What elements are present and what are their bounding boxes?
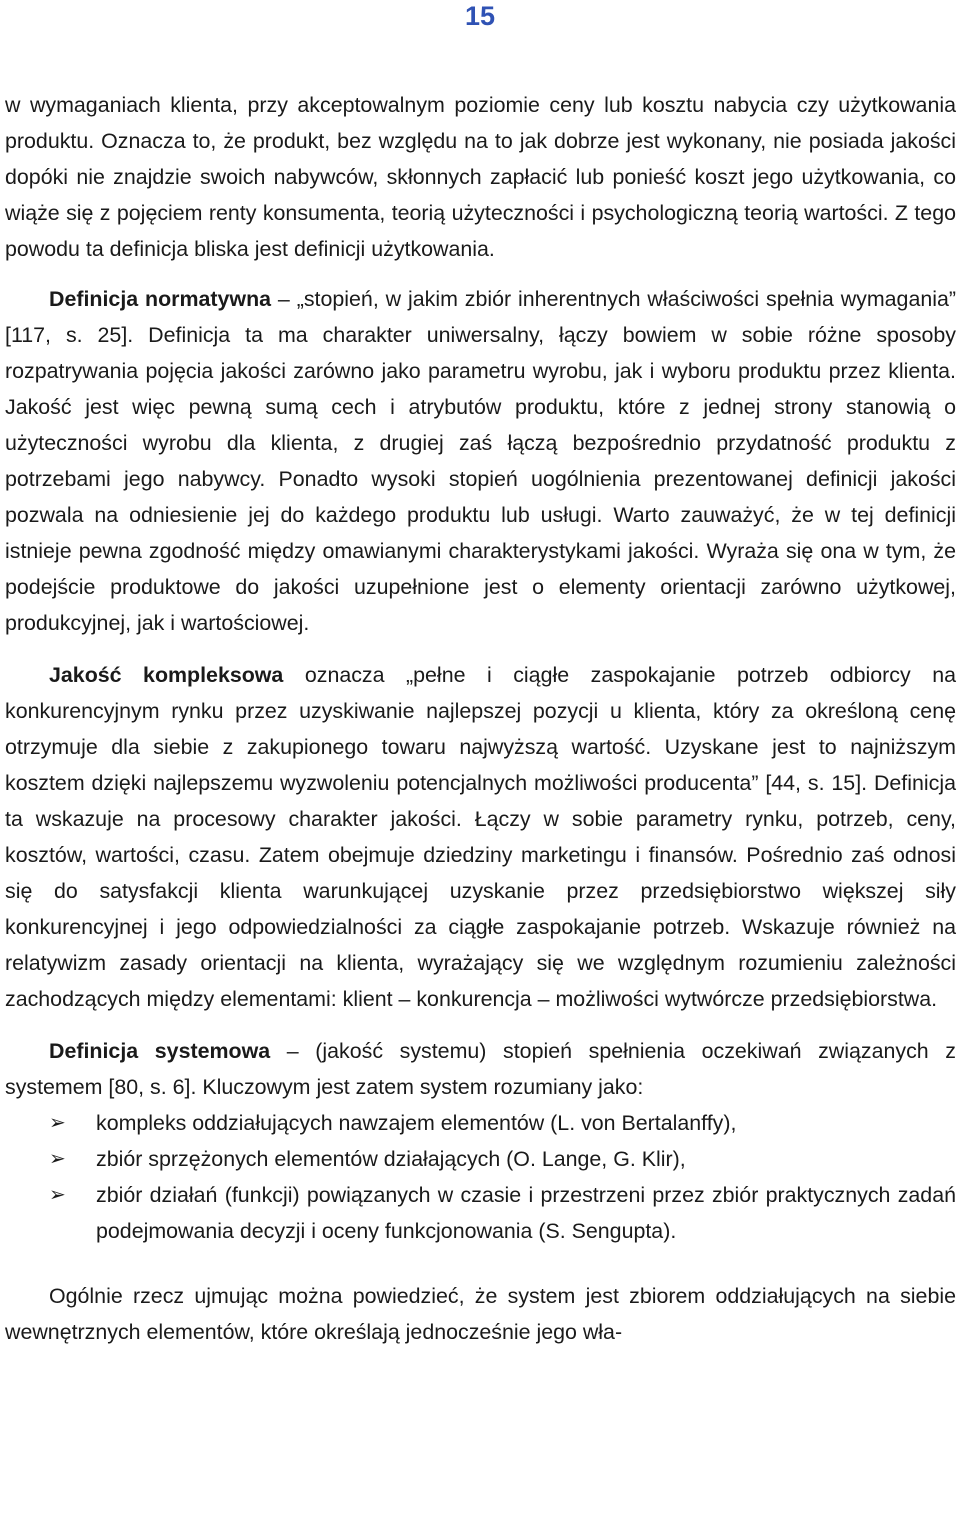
paragraph-text: – (jakość systemu) stopień spełnienia oczekiwań związanych z systemem [80, s. 6]. Kluczowym jest zatem system rozumiany jako: <box>5 1039 956 1099</box>
paragraph-system-definition <box>5 1033 956 1105</box>
list-item <box>5 1177 956 1249</box>
paragraph-text: – „stopień, w jakim zbiór inherentnych właściwości spełnia wymagania” [117, s. 25]. Definicja ta ma charakter uniwersalny, łączy bowiem w sobie różne sposoby rozpatrywania pojęcia jakości zarówno jako parametru wyrobu, jak i wyboru produktu przez klienta. Jakość jest więc pewną sumą cech i atrybutów produktu, które z jednej strony stanowią o użyteczności wyrobu dla klienta, z drugiej zaś łączą bezpośrednio przydatność produktu z potrzebami jego nabywcy. Ponadto wysoki stopień uogólnienia prezentowanej definicji jakości pozwala na odniesienie jej do każdego produktu lub usługi. Warto zauważyć, że w tej definicji istnieje pewna zgodność między omawianymi charakterystykami jakości. Wyraża się ona w tym, że podejście produktowe do jakości uzupełnione jest o elementy orientacji zarówno użytkowej, produkcyjnej, jak i wartościowej. <box>5 287 957 635</box>
document-body <box>5 87 956 1350</box>
paragraph-normative-definition <box>5 281 956 641</box>
arrowhead-icon: ➢ <box>49 1184 66 1206</box>
system-definition-list <box>5 1105 956 1249</box>
list-item <box>5 1105 956 1141</box>
arrowhead-icon: ➢ <box>49 1112 66 1134</box>
list-item <box>5 1141 956 1177</box>
list-item-text: zbiór sprzężonych elementów działających (O. Lange, G. Klir), <box>96 1147 686 1171</box>
list-item-text: zbiór działań (funkcji) powiązanych w czasie i przestrzeni przez zbiór praktycznych zadań podejmowania decyzji i oceny funkcjonowania (S. Sengupta). <box>96 1183 956 1243</box>
paragraph-continuation: w wymaganiach klienta, przy akceptowalnym poziomie ceny lub kosztu nabycia czy użytkowania produktu. Oznacza to, że produkt, bez względu na to jak dobrze jest wykonany, nie posiada jakości dopóki nie znajdzie swoich nabywców, skłonnych zapłacić lub ponieść koszt jego użytkowania, co wiąże się z pojęciem renty konsumenta, teorią użyteczności i psychologiczną teorią wartości. Z tego powodu ta definicja bliska jest definicji użytkowania. <box>5 93 956 261</box>
paragraph-text: oznacza „pełne i ciągłe zaspokajanie potrzeb odbiorcy na konkurencyjnym rynku przez uzyskiwanie najlepszej pozycji u klienta, który za określoną cenę otrzymuje dla siebie z zakupionego towaru najwyższą wartość. Uzyskane jest to najniższym kosztem dzięki najlepszemu wyzwoleniu potencjalnych możliwości producenta” [44, s. 15]. Definicja ta wskazuje na procesowy charakter jakości. Łączy w sobie parametry rynku, potrzeb, ceny, kosztów, wartości, czasu. Zatem obejmuje dziedziny marketingu i finansów. Pośrednio zaś odnosi się do satysfakcji klienta warunkującej uzyskanie przez przedsiębiorstwo większej siły konkurencyjnej i jego odpowiedzialności za ciągłe zaspokajanie potrzeb. Wskazuje również na relatywizm zasady orientacji na klienta, wyrażający się we względnym rozumieniu zależności zachodzących między elementami: klient – konkurencja – możliwości wytwórcze przedsiębiorstwa. <box>5 663 956 1011</box>
term-normative-definition: Definicja normatywna <box>49 287 272 311</box>
list-item-text: kompleks oddziałujących nawzajem elementów (L. von Bertalanffy), <box>96 1111 737 1135</box>
page-number: 15 <box>464 1 496 31</box>
term-total-quality: Jakość kompleksowa <box>49 663 284 687</box>
paragraph-total-quality <box>5 657 956 1017</box>
arrowhead-icon: ➢ <box>49 1148 66 1170</box>
term-system-definition: Definicja systemowa <box>49 1039 271 1063</box>
paragraph-system-summary: Ogólnie rzecz ujmując można powiedzieć, że system jest zbiorem oddziałujących na siebie wewnętrznych elementów, które określają jednocześnie jego wła- <box>5 1284 956 1344</box>
